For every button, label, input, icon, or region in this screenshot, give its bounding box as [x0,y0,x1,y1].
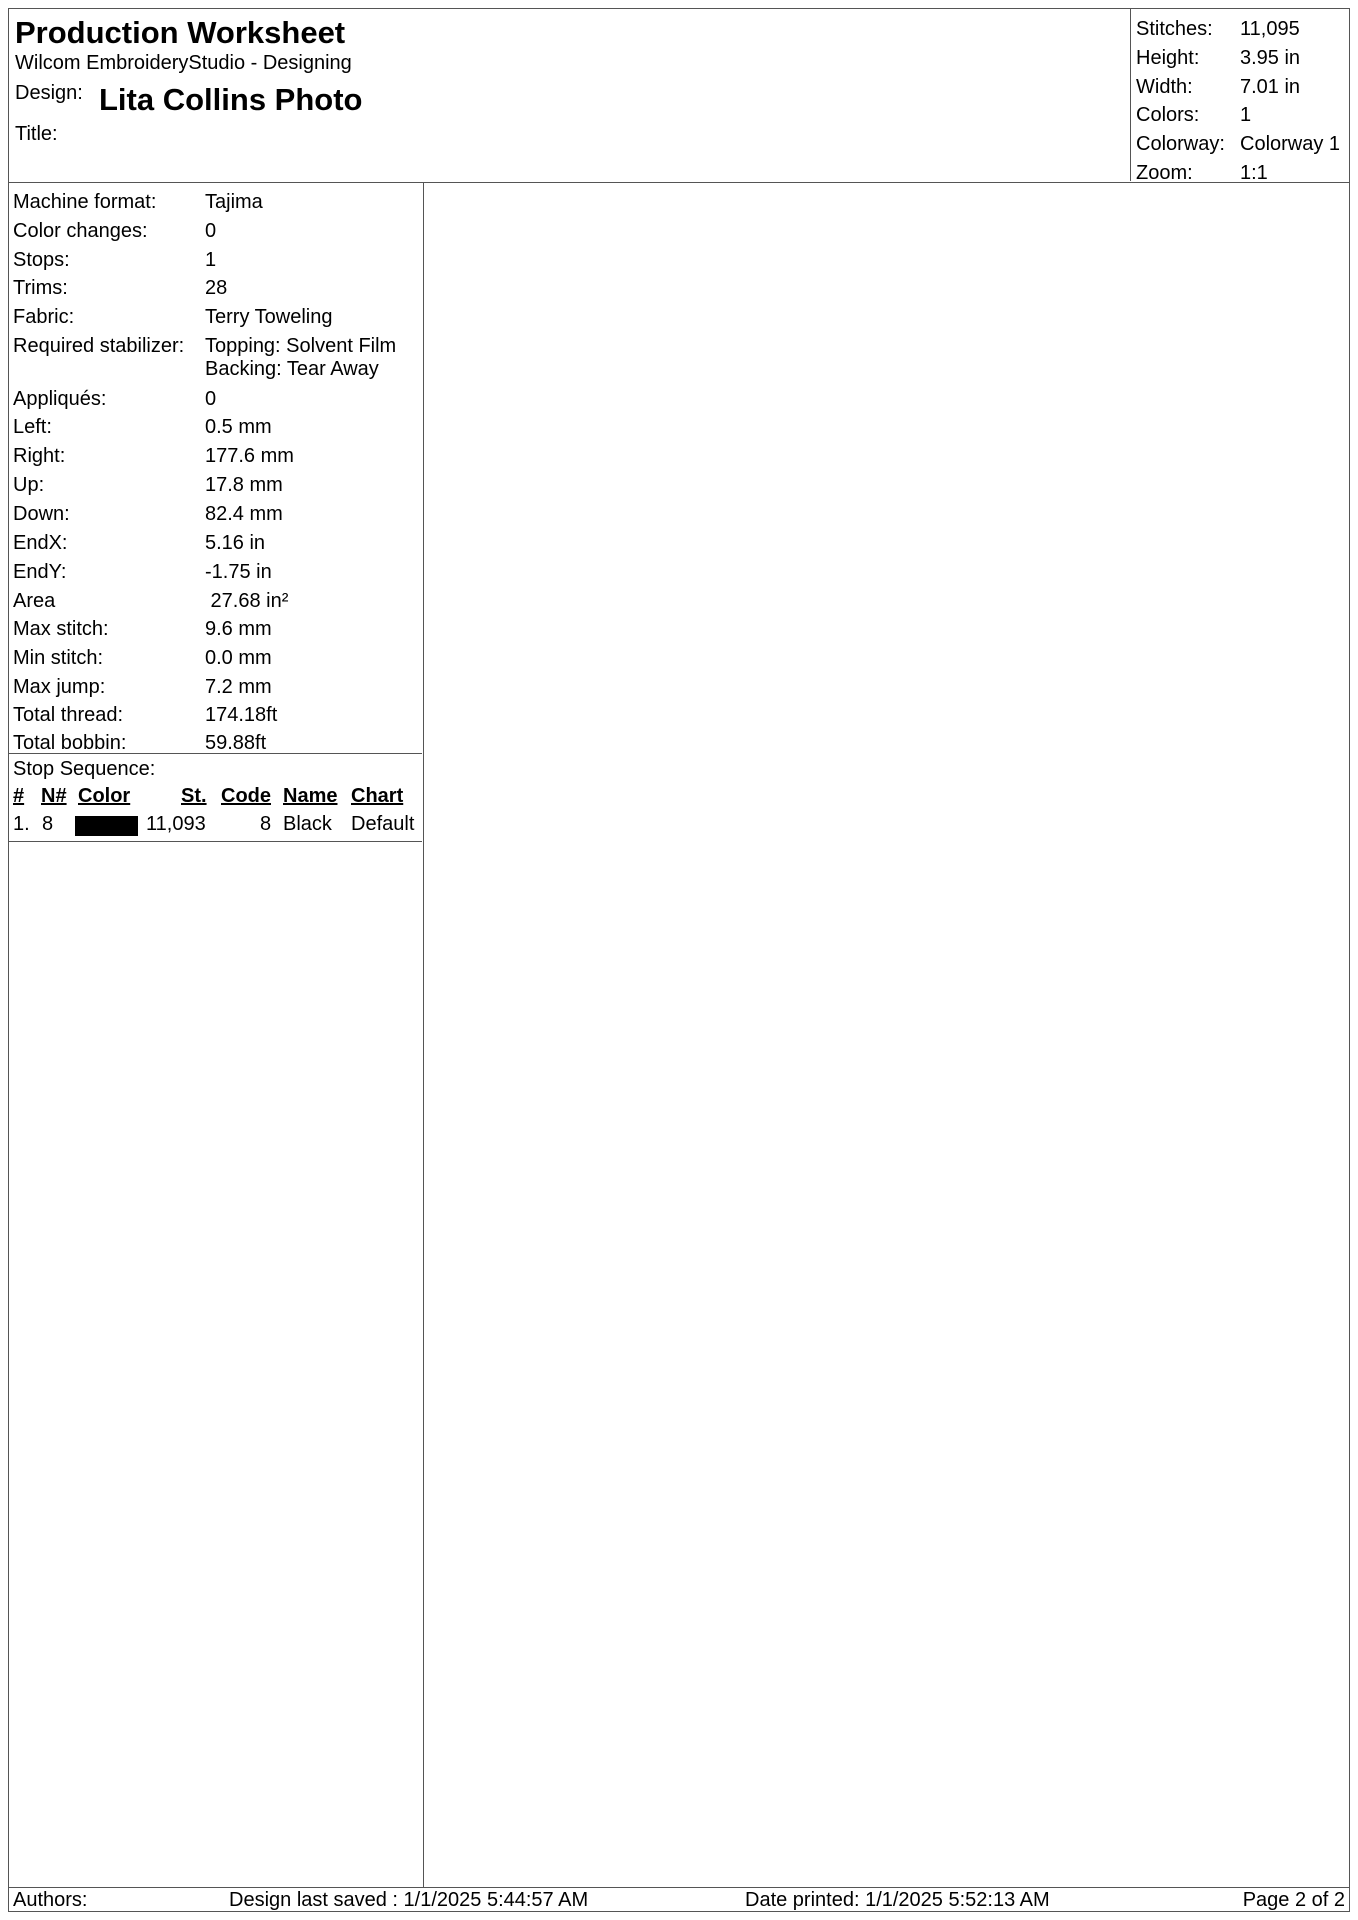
details-column [9,183,424,1887]
design-stats [1130,9,1349,184]
spec-label: EndY: [13,561,67,583]
spec-label: Area [13,590,56,612]
spec-value: 17.8 mm [205,474,283,496]
spec-label: Machine format: [13,191,157,213]
spec-label: Up: [13,474,45,496]
stat-value: 1 [1240,104,1252,126]
stat-label: Stitches: [1136,18,1213,40]
design-name: Lita Collins Photo [99,82,363,117]
col-header-name: Name [283,785,338,807]
stop-chart: Default [351,813,415,835]
spec-label: Max jump: [13,676,106,698]
spec-value: 0 [205,388,217,410]
spec-label: Color changes: [13,220,148,242]
spec-value: 0 [205,220,217,242]
stat-value: 7.01 in [1240,76,1301,98]
spec-label: Total bobbin: [13,732,127,754]
spec-value: Tajima [205,191,263,213]
app-subtitle: Wilcom EmbroideryStudio - Designing [15,52,352,74]
stop-stitches: 11,093 [146,813,206,835]
spec-value: 1 [205,249,217,271]
spec-value: Terry Toweling [205,306,333,328]
spec-label: Down: [13,503,70,525]
stat-value: 3.95 in [1240,47,1301,69]
header-info [15,9,1115,181]
col-header-num: # [13,785,25,807]
spec-label: Max stitch: [13,618,109,640]
stop-needle: 8 [42,813,54,835]
spec-value: 9.6 mm [205,618,272,640]
stop-sequence-title: Stop Sequence: [13,758,156,780]
machine-specs [9,183,422,754]
spec-value: 0.5 mm [205,416,272,438]
spec-label: Total thread: [13,704,124,726]
last-saved: Design last saved : 1/1/2025 5:44:57 AM [229,1889,589,1911]
spec-label: Appliqués: [13,388,107,410]
date-printed: Date printed: 1/1/2025 5:52:13 AM [745,1889,1050,1911]
spec-value: 174.18ft [205,704,278,726]
title-label: Title: [15,123,58,145]
spec-label: Stops: [13,249,70,271]
spec-value: 7.2 mm [205,676,272,698]
spec-label: Trims: [13,277,68,299]
authors-label: Authors: [13,1889,88,1911]
stat-label: Colorway: [1136,133,1225,155]
col-header-stitches: St. [181,785,207,807]
spec-value: 5.16 in [205,532,266,554]
stat-label: Height: [1136,47,1200,69]
worksheet-footer [9,1887,1349,1911]
stat-value: 1:1 [1240,162,1268,184]
spec-label: Required stabilizer: [13,335,185,357]
stat-label: Zoom: [1136,162,1193,184]
spec-value: -1.75 in [205,561,272,583]
stop-color-name: Black [283,813,332,835]
spec-label: Min stitch: [13,647,104,669]
color-swatch [75,816,138,836]
stop-num: 1. [13,813,30,835]
spec-label: Right: [13,445,66,467]
spec-value: 27.68 in² [205,590,289,612]
stop-code: 8 [260,813,272,835]
spec-value: 0.0 mm [205,647,272,669]
stat-value: 11,095 [1240,18,1300,40]
col-header-color: Color [78,785,131,807]
spec-label: Fabric: [13,306,75,328]
worksheet-header [9,9,1349,183]
spec-value: Topping: Solvent Film [205,335,397,357]
spec-value: 177.6 mm [205,445,294,467]
design-label: Design: [15,82,83,104]
col-header-needle: N# [41,785,67,807]
spec-label: EndX: [13,532,68,554]
page-title: Production Worksheet [15,15,346,50]
col-header-chart: Chart [351,785,404,807]
spec-label: Left: [13,416,52,438]
spec-value-continued: Backing: Tear Away [205,358,379,380]
col-header-code: Code [221,785,271,807]
page-number: Page 2 of 2 [1242,1889,1345,1911]
production-worksheet [8,8,1350,1912]
spec-value: 82.4 mm [205,503,283,525]
spec-value: 59.88ft [205,732,267,754]
stat-value: Colorway 1 [1240,133,1341,155]
stat-label: Width: [1136,76,1193,98]
stat-label: Colors: [1136,104,1200,126]
spec-value: 28 [205,277,228,299]
stop-sequence [9,754,422,842]
